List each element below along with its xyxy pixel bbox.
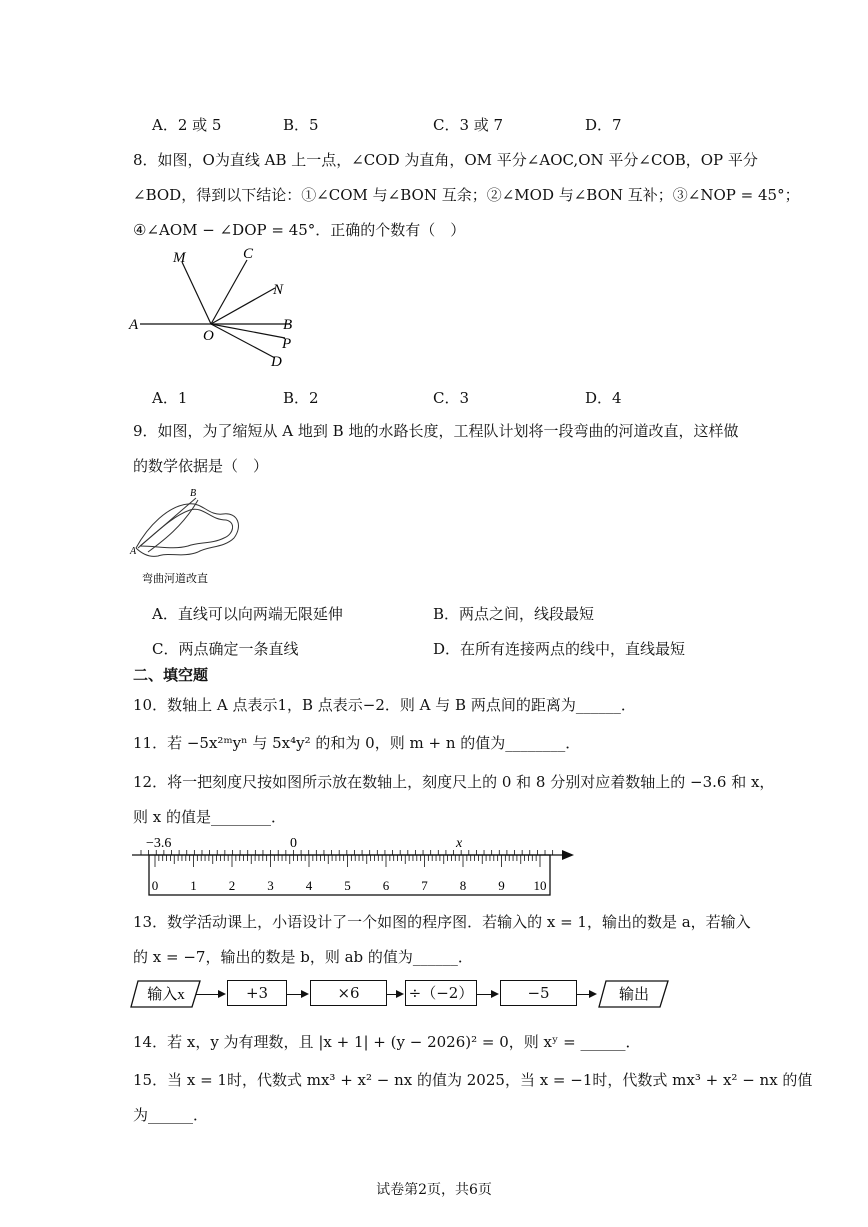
q8-label-c: C	[243, 246, 254, 262]
ruler-number: 1	[190, 878, 197, 893]
q8-text-line3: ④∠AOM − ∠DOP = 45°．正确的个数有（ ）	[133, 221, 466, 239]
flow-arrow-5	[577, 994, 595, 995]
section-title: 二、填空题	[133, 666, 209, 684]
q8-label-o: O	[203, 328, 214, 344]
flow-output-shape	[598, 979, 670, 1009]
flow-arrow-4	[477, 994, 497, 995]
q8-label-m: M	[173, 250, 186, 266]
q12-text-line1: 12．将一把刻度尺按如图所示放在数轴上，刻度尺上的 0 和 8 分别对应着数轴上的 −3.6 和 x，	[133, 773, 775, 791]
ruler-number: 10	[533, 878, 547, 893]
q12-ruler-figure	[128, 830, 578, 900]
q9-fig-label-b: B	[190, 488, 197, 499]
q15-text-line1: 15．当 x = 1时，代数式 mx³ + x² − nx 的值为 2025，当 x = −1时，代数式 mx³ + x² − nx 的值	[133, 1071, 813, 1089]
q9-option-d: D．在所有连接两点的线中，直线最短	[433, 640, 686, 658]
q12-ruler-ticks	[155, 855, 540, 867]
q12-axis-label-x: x	[456, 836, 463, 851]
flow-input-label: 输入x	[147, 987, 185, 1003]
q8-option-c: C．3	[433, 389, 470, 407]
q15-text-line2: 为______．	[133, 1106, 209, 1124]
flow-step-sub5: −5	[500, 980, 577, 1006]
ruler-number: 9	[498, 878, 505, 893]
flow-step-div-neg2: ÷（−2）	[405, 980, 477, 1006]
ruler-number: 5	[344, 878, 351, 893]
q12-text-line2: 则 x 的值是________．	[133, 808, 286, 826]
q9-river-figure	[128, 486, 248, 586]
q9-fig-label-a: A	[130, 546, 137, 557]
q8-text-line1: 8．如图，O为直线 AB 上一点，∠COD 为直角，OM 平分∠AOC,ON 平分∠COB，OP 平分	[133, 151, 758, 169]
q8-angle-figure	[125, 240, 315, 375]
q10-text: 10．数轴上 A 点表示1，B 点表示−2．则 A 与 B 两点间的距离为______．	[133, 696, 636, 714]
ruler-number: 0	[151, 878, 159, 893]
q9-option-a: A．直线可以向两端无限延伸	[152, 605, 343, 623]
ruler-number: 3	[267, 878, 274, 893]
q9-option-b: B．两点之间，线段最短	[433, 605, 595, 623]
q9-text-line2: 的数学依据是（ ）	[133, 457, 269, 475]
q8-label-d: D	[271, 354, 282, 370]
q9-fig-caption: 弯曲河道改直	[142, 573, 208, 585]
q9-option-c: C．两点确定一条直线	[152, 640, 299, 658]
q14-text: 14．若 x，y 为有理数，且 |x + 1| + (y − 2026)² = 0，则 xʸ = ______．	[133, 1033, 641, 1051]
flow-input-shape	[130, 979, 202, 1009]
q8-option-d: D．4	[585, 389, 622, 407]
q12-axis-ticks	[141, 850, 553, 855]
q8-option-a: A．1	[152, 389, 188, 407]
ruler-number: 7	[421, 878, 428, 893]
flow-arrow-1	[196, 994, 224, 995]
q13-text-line1: 13．数学活动课上，小语设计了一个如图的程序图．若输入的 x = 1，输出的数是 a，若输入	[133, 913, 751, 931]
q7-option-b: B．5	[283, 116, 319, 134]
q11-text: 11．若 −5x²ᵐyⁿ 与 5x⁴y² 的和为 0，则 m + n 的值为________．	[133, 734, 581, 752]
flow-step-mul6: ×6	[310, 980, 387, 1006]
q7-option-a: A．2 或 5	[152, 116, 222, 134]
ruler-number: 2	[228, 878, 236, 893]
q8-text-line2: ∠BOD，得到以下结论：①∠COM 与∠BON 互余；②∠MOD 与∠BON 互补；③∠NOP = 45°；	[133, 186, 800, 204]
q8-label-a: A	[129, 317, 139, 333]
ruler-number: 8	[459, 878, 467, 893]
q8-label-n: N	[273, 282, 284, 298]
q7-option-c: C．3 或 7	[433, 116, 504, 134]
q12-ruler-numbers	[152, 878, 547, 893]
ruler-number: 6	[382, 878, 390, 893]
q7-option-d: D．7	[585, 116, 622, 134]
q8-label-b: B	[283, 317, 293, 333]
q8-label-p: P	[282, 336, 292, 352]
flow-output-label: 输出	[618, 987, 650, 1003]
q12-axis-label-neg: −3.6	[146, 836, 172, 851]
q13-text-line2: 的 x = −7，输出的数是 b，则 ab 的值为______．	[133, 948, 473, 966]
flow-arrow-3	[387, 994, 402, 995]
q12-axis-label-zero: 0	[290, 836, 297, 851]
q8-option-b: B．2	[283, 389, 319, 407]
page-footer: 试卷第2页，共6页	[376, 1182, 492, 1198]
q9-text-line1: 9．如图，为了缩短从 A 地到 B 地的水路长度，工程队计划将一段弯曲的河道改直，这样做	[133, 422, 739, 440]
ruler-number: 4	[305, 878, 313, 893]
flow-arrow-2	[287, 994, 307, 995]
flow-step-add3: +3	[227, 980, 287, 1006]
